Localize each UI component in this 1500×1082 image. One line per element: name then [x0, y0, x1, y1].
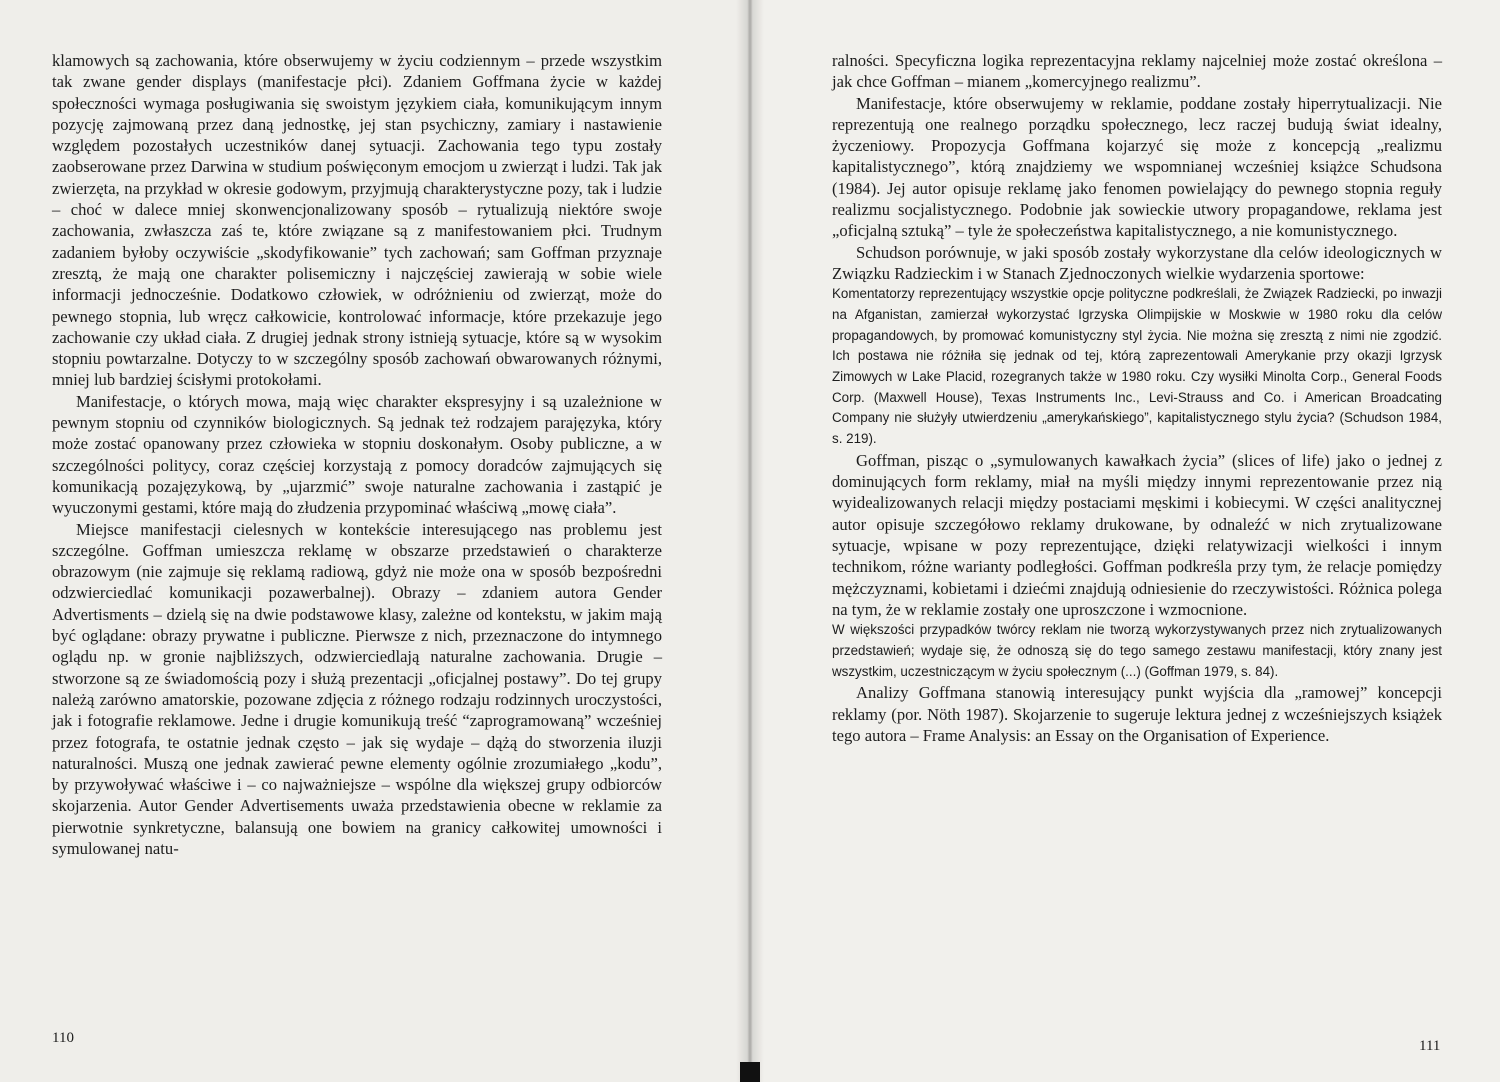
- right-paragraph-1: ralności. Specyficzna logika reprezentacyjna reklamy najcelniej może zostać określona – jak chce Goffman – mianem „komercyjnego realizmu”.: [832, 51, 1442, 92]
- right-paragraph-3: Schudson porównuje, w jaki sposób zostały wykorzystane dla celów ideologicznych w Związku Radzieckim i w Stanach Zjednoczonych wielkie wydarzenia sportowe:: [832, 242, 1442, 283]
- left-page: [0, 0, 748, 1082]
- left-paragraph-1: klamowych są zachowania, które obserwujemy w życiu codziennym – przede wszystkim tak zwane gender displays (manifestacje płci). Zdaniem Goffmana życie w każdej społeczności wymaga posługiwania się swoistym językiem ciała, komunikującym innym pozycję zajmowaną przez daną jednostkę, jej stan psychiczny, zamiary i nastawienie względem pozostałych uczestników danej sytuacji. Zachowania tego typu zostały zaobserowane przez Darwina w studium poświęconym emocjom u zwierząt i ludzi. Tak jak zwierzęta, na przykład w okresie godowym, przyjmują charakterystyczne pozy, tak i ludzie – choć w dalece mniej skonwencjonalizowany sposób – rytualizują niektóre swoje zachowania, zwłaszcza zaś te, które związane są z manifestowaniem płci. Trudnym zadaniem byłoby oczywiście „skodyfikowanie” tych zachowań; sam Goffman przyznaje zresztą, że mają one charakter polisemiczny i najczęściej zawierają w sobie wiele informacji jednocześnie. Dodatkowo człowiek, w odróżnieniu od zwierząt, może do pewnego stopnia, lub wręcz całkowicie, kontrolować informacje, które przekazuje jego zachowanie czy układ ciała. Z drugiej jednak strony istnieją sytuacje, które są w wysokim stopniu powtarzalne. Dotyczy to w szczególny sposób zachowań obwarowanych różnymi, mniej lub bardziej ścisłymi protokołami.: [52, 51, 662, 390]
- gutter-bottom-edge: [740, 1062, 760, 1082]
- right-paragraph-5: Analizy Goffmana stanowią interesujący punkt wyjścia dla „ramowej” koncepcji reklamy (por. Nöth 1987). Skojarzenie to sugeruje lektura jednej z wcześniejszych książek tego autora – Frame Analysis: an Essay on the Organisation of Experience.: [832, 683, 1442, 745]
- block-quote-schudson: Komentatorzy reprezentujący wszystkie opcje polityczne podkreślali, że Związek Radziecki, po inwazji na Afganistan, zamierzał wykorzystać Igrzyska Olimpijskie w Moskwie w 1980 roku dla celów propagandowych, by promować komunistyczny styl życia. Nie można się zresztą z nimi nie zgodzić. Ich postawa nie różniła się jednak od tej, którą zaprezentowali Amerykanie przy okazji Igrzysk Zimowych w Lake Placid, rozegranych także w 1980 roku. Czy wysiłki Minolta Corp., General Foods Corp. (Maxwell House), Texas Instruments Inc., Levi-Strauss and Co. i American Broadcating Company nie służyły utwierdzeniu „amerykańskiego”, kapitalistycznego stylu życia? (Schudson 1984, s. 219).: [832, 286, 1442, 447]
- right-paragraph-4: Goffman, pisząc o „symulowanych kawałkach życia” (slices of life) jako o jednej z dominujących form reklamy, miał na myśli między innymi reprezentowanie przez nią wyidealizowanych relacji między postaciami męskimi i kobiecymi. W części analitycznej autor opisuje szczegółowo reklamy drukowane, by odnaleźć w nich zrytualizowane sytuacje, wpisane w pozy reprezentujące, dzięki relatywizacji wielkości i innym technikom, różne warianty podległości. Goffman podkreśla przy tym, że relacje pomiędzy mężczyznami, kobietami i dziećmi znajdują odniesienie do rzeczywistości. Różnica polega na tym, że w reklamie zostały one uproszczone i wzmocnione.: [832, 450, 1442, 619]
- block-quote-goffman: W większości przypadków twórcy reklam nie tworzą wykorzystywanych przez nich zrytualizowanych przedstawień; wydaje się, że odnoszą się do tego samego zestawu manifestacji, który znany jest wszystkim, uczestniczącym w życiu społecznym (...) (Goffman 1979, s. 84).: [832, 622, 1442, 679]
- right-page: [752, 0, 1500, 1082]
- left-text-column: [52, 50, 662, 859]
- page-number-left: 110: [52, 1030, 74, 1046]
- right-text-column: [832, 50, 1442, 746]
- page-number-right: 111: [1419, 1038, 1441, 1054]
- left-paragraph-2: Manifestacje, o których mowa, mają więc charakter ekspresyjny i są uzależnione w pewnym stopniu od czynników biologicznych. Są jednak też rodzajem parajęzyka, który może zostać opanowany przez człowieka w stopniu doskonałym. Osoby publiczne, a w szczególności politycy, coraz częściej korzystają z pomocy doradców zajmujących się komunikacją pozajęzykową, by „ujarzmić” swoje naturalne zachowania i zastąpić je wyuczonymi gestami, które mają do złudzenia przypominać właściwą „mowę ciała”.: [52, 391, 662, 518]
- left-paragraph-3: Miejsce manifestacji cielesnych w kontekście interesującego nas problemu jest szczególne. Goffman umieszcza reklamę w obszarze przedstawień o charakterze obrazowym (nie zajmuje się reklamą radiową, gdyż nie może ona w sposób bezpośredni odzwierciedlać komunikacji pozawerbalnej). Obrazy – zdaniem autora Gender Advertisments – dzielą się na dwie podstawowe klasy, zależne od kontekstu, w jakim mają być oglądane: obrazy prywatne i publiczne. Pierwsze z nich, przeznaczone do intymnego oglądu np. w gronie najbliższych, odzwierciedlają naturalne zachowania. Drugie – stworzone są ze świadomością pozy i służą prezentacji „oficjalnej postawy”. Do tej grupy należą zarówno amatorskie, pozowane zdjęcia z różnego rodzaju rodzinnych uroczystości, jak i fotografie reklamowe. Jedne i drugie komunikują treść “zaprogramowaną” wcześniej przez fotografa, te ostatnie jednak często – jak się wydaje – dążą do stworzenia iluzji naturalności. Muszą one jednak zawierać pewne elementy ogólnie zrozumiałego „kodu”, by przywoływać właściwe i – co najważniejsze – wspólne dla większej grupy odbiorców skojarzenia. Autor Gender Advertisements uważa przedstawienia obecne w reklamie za pierwotnie synkretyczne, balansują one bowiem na granicy całkowitej umowności i symulowanej natu-: [52, 519, 662, 858]
- book-gutter-shadow: [736, 0, 764, 1082]
- right-paragraph-2: Manifestacje, które obserwujemy w reklamie, poddane zostały hiperrytualizacji. Nie reprezentują one realnego porządku społecznego, lecz raczej budują świat idealny, życzeniowy. Propozycja Goffmana kojarzyć się może z koncepcją „realizmu kapitalistycznego”, którą znajdziemy we wspomnianej wcześniej książce Schudsona (1984). Jej autor opisuje reklamę jako fenomen powielający do pewnego stopnia reguły realizmu socjalistycznego. Podobnie jak sowieckie utwory propagandowe, reklama jest „oficjalną sztuką” – tyle że społeczeństwa kapitalistycznego, a nie komunistycznego.: [832, 93, 1442, 241]
